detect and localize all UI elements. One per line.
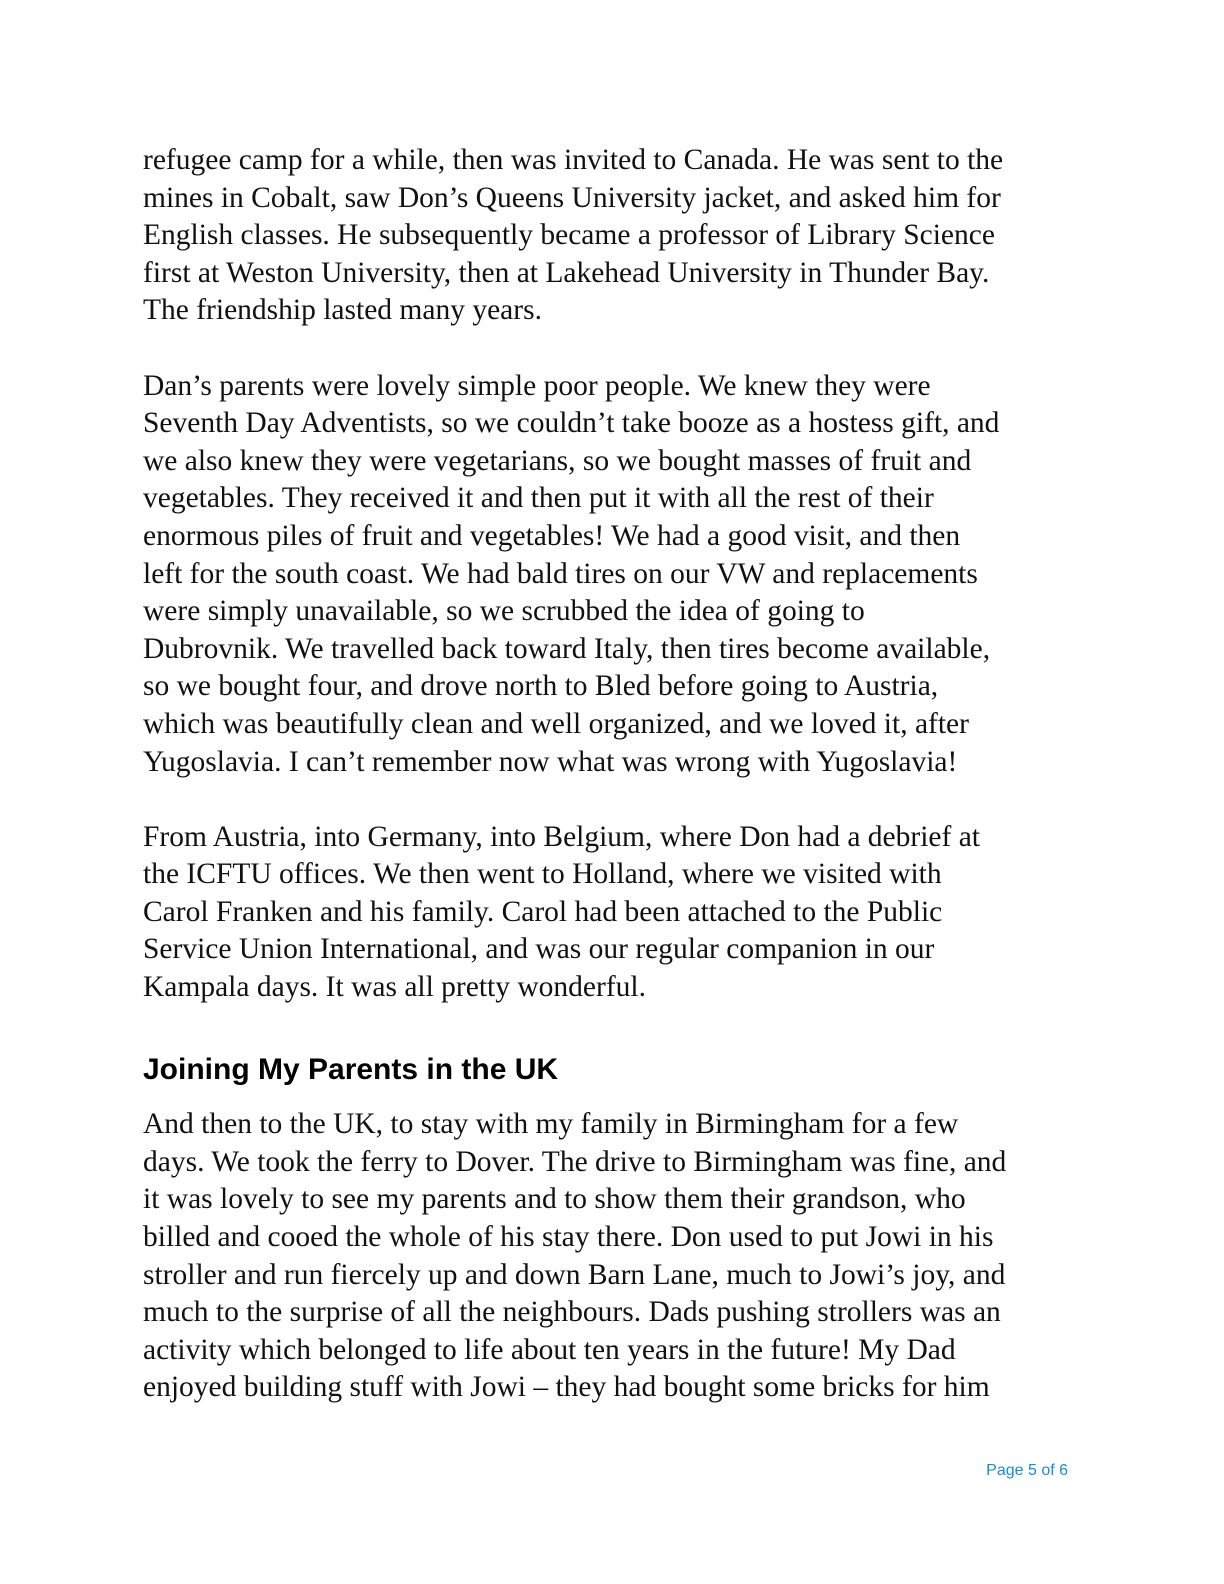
paragraph-uk-visit xyxy=(143,1106,1083,1407)
text-line: days. We took the ferry to Dover. The drive to Birmingham was fine, and xyxy=(143,1145,1007,1178)
text-line: Yugoslavia. I can’t remember now what was wrong with Yugoslavia! xyxy=(143,745,958,778)
paragraph-dans-parents xyxy=(143,368,1083,782)
text-line: English classes. He subsequently became a professor of Library Science xyxy=(143,219,995,252)
text-line: mines in Cobalt, saw Don’s Queens University jacket, and asked him for xyxy=(143,181,1001,214)
page-number: Page 5 of 6 xyxy=(986,1462,1068,1479)
text-line: From Austria, into Germany, into Belgium, where Don had a debrief at xyxy=(143,820,981,853)
text-line: first at Weston University, then at Lakehead University in Thunder Bay. xyxy=(143,256,990,289)
text-line: enjoyed building stuff with Jowi – they had bought some bricks for him xyxy=(143,1371,990,1404)
text-line: enormous piles of fruit and vegetables! We had a good visit, and then xyxy=(143,519,961,552)
page-content xyxy=(143,142,1083,1445)
text-line: which was beautifully clean and well organized, and we loved it, after xyxy=(143,707,969,740)
text-line: The friendship lasted many years. xyxy=(143,294,542,327)
text-line: much to the surprise of all the neighbours. Dads pushing strollers was an xyxy=(143,1296,1001,1329)
paragraph-refugee-camp xyxy=(143,142,1083,330)
text-line: Dan’s parents were lovely simple poor people. We knew they were xyxy=(143,369,931,402)
text-line: vegetables. They received it and then put it with all the rest of their xyxy=(143,482,934,515)
text-line: activity which belonged to life about ten years in the future! My Dad xyxy=(143,1333,956,1366)
text-line: billed and cooed the whole of his stay there. Don used to put Jowi in his xyxy=(143,1221,994,1254)
text-line: the ICFTU offices. We then went to Holland, where we visited with xyxy=(143,858,942,891)
text-line: Seventh Day Adventists, so we couldn’t take booze as a hostess gift, and xyxy=(143,407,1000,440)
text-line: left for the south coast. We had bald tires on our VW and replacements xyxy=(143,557,978,590)
paragraph-from-austria xyxy=(143,819,1083,1007)
text-line: And then to the UK, to stay with my family in Birmingham for a few xyxy=(143,1108,959,1141)
text-line: it was lovely to see my parents and to show them their grandson, who xyxy=(143,1183,966,1216)
text-line: Service Union International, and was our regular companion in our xyxy=(143,933,935,966)
text-line: Carol Franken and his family. Carol had been attached to the Public xyxy=(143,895,943,928)
text-line: so we bought four, and drove north to Bled before going to Austria, xyxy=(143,670,939,703)
text-line: were simply unavailable, so we scrubbed the idea of going to xyxy=(143,595,865,628)
section-heading: Joining My Parents in the UK xyxy=(143,1053,559,1087)
text-line: Dubrovnik. We travelled back toward Italy, then tires become available, xyxy=(143,632,991,665)
text-line: we also knew they were vegetarians, so we bought masses of fruit and xyxy=(143,444,972,477)
text-line: stroller and run fiercely up and down Barn Lane, much to Jowi’s joy, and xyxy=(143,1258,1006,1291)
text-line: refugee camp for a while, then was invited to Canada. He was sent to the xyxy=(143,144,1004,176)
text-line: Kampala days. It was all pretty wonderful. xyxy=(143,971,646,1004)
